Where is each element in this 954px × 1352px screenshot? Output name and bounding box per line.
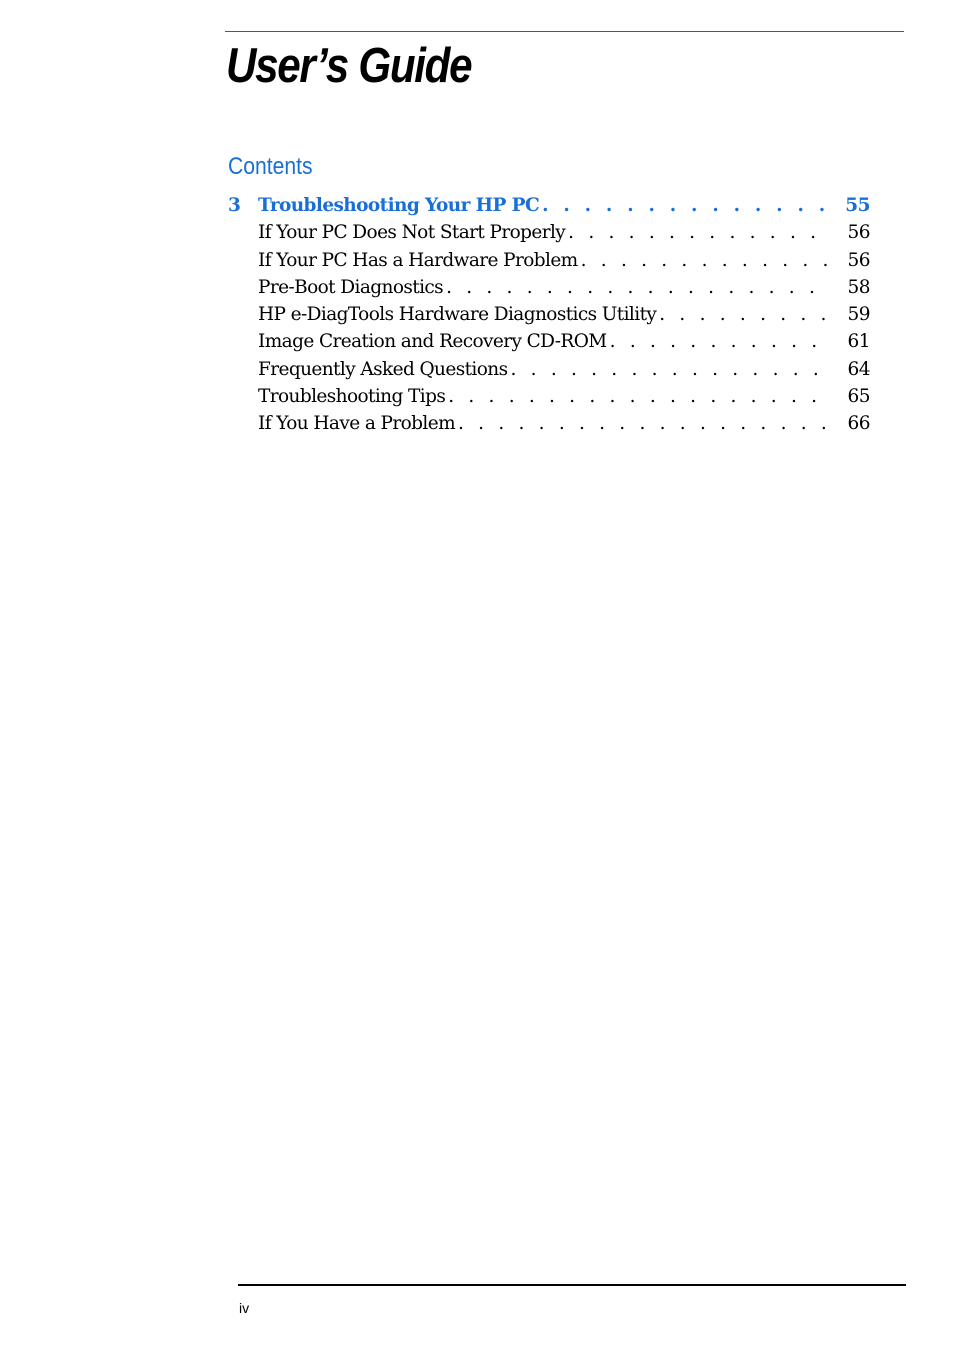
toc-entry-page: 58 [847,276,870,298]
toc-entry-page: 56 [847,249,870,271]
toc-entry-title: Pre-Boot Diagnostics [258,276,444,298]
toc-entry-title: Troubleshooting Tips [258,386,446,408]
chapter-title: Troubleshooting Your HP PC [258,195,540,216]
toc-entry-page: 59 [847,304,870,326]
toc-entry-title: If Your PC Has a Hardware Problem [258,249,578,271]
footer-rule [238,1284,906,1286]
toc-entry-page: 66 [847,413,870,435]
toc-entry-title: If Your PC Does Not Start Properly [258,222,566,244]
dot-leader [448,386,830,407]
dot-leader [511,359,831,380]
toc-entry-page: 65 [847,386,870,408]
chapter-page-number: 55 [845,195,870,216]
toc-entry-title: Frequently Asked Questions [258,358,508,380]
table-of-contents [228,195,870,441]
dot-leader [458,413,830,434]
dot-leader [659,304,830,325]
contents-heading: Contents [228,153,313,180]
toc-entry-title: HP e-DiagTools Hardware Diagnostics Utility [258,304,657,326]
toc-entry-title: If You Have a Problem [258,413,456,435]
document-title: User’s Guide [226,39,472,93]
dot-leader [446,277,830,298]
toc-entry[interactable] [228,359,870,386]
toc-entry-title: Image Creation and Recovery CD-ROM [258,331,607,353]
toc-entry[interactable] [228,413,870,440]
chapter-number: 3 [228,195,241,216]
dot-leader [568,222,830,243]
toc-entry-page: 61 [847,331,870,353]
dot-leader [581,250,830,271]
header-rule [225,31,904,32]
toc-entry-page: 64 [847,358,870,380]
page-number: iv [239,1300,250,1316]
toc-entry[interactable] [228,331,870,358]
dot-leader [610,331,830,352]
toc-entry[interactable] [228,304,870,331]
dot-leader [542,195,830,216]
toc-entry-page: 56 [847,222,870,244]
toc-entry[interactable] [228,250,870,277]
toc-entry[interactable] [228,222,870,249]
toc-entry[interactable] [228,386,870,413]
toc-chapter-entry[interactable] [228,195,870,222]
toc-entry[interactable] [228,277,870,304]
